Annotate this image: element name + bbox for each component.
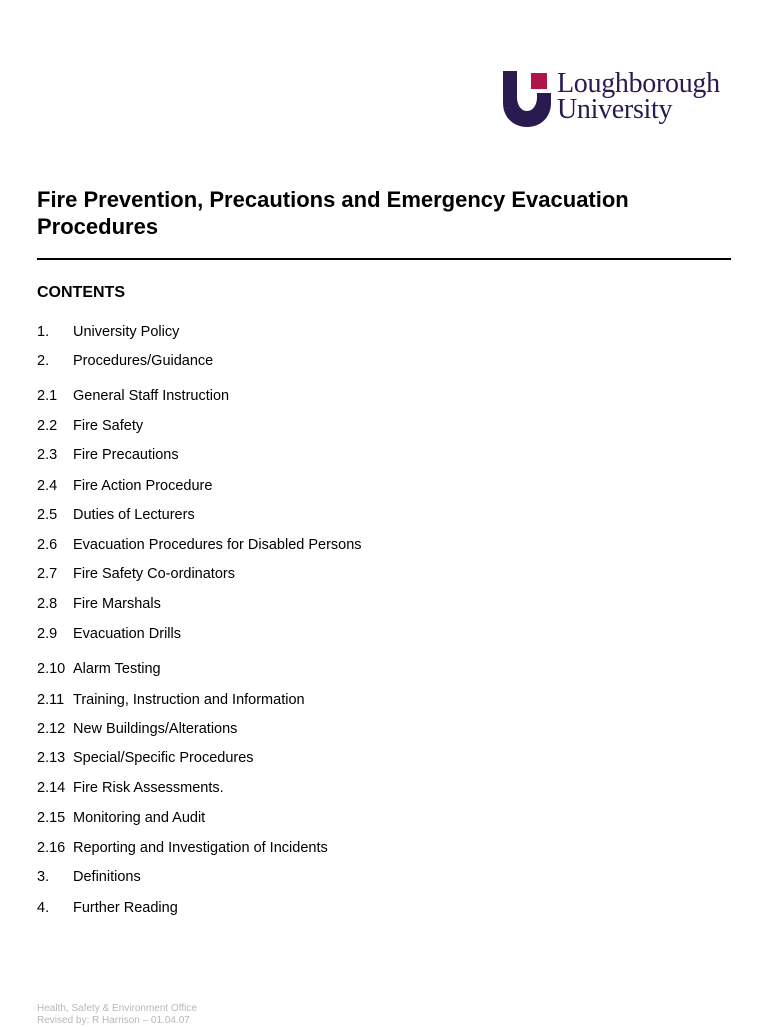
toc-item-fire-marshals[interactable]	[37, 594, 161, 614]
toc-number: 2.15	[37, 810, 66, 826]
toc-number: 2.5	[37, 507, 58, 523]
toc-item-general-staff-instruction[interactable]	[37, 386, 229, 406]
page-footer	[37, 1003, 197, 1027]
toc-number: 2.1	[37, 388, 58, 404]
toc-item-reporting-incidents[interactable]	[37, 838, 328, 858]
toc-item-alarm-testing[interactable]	[37, 659, 161, 679]
footer-revision: Revised by: R Harrison – 01.04.07	[37, 1015, 190, 1026]
toc-label: Evacuation Drills	[73, 626, 181, 642]
toc-item-fire-precautions[interactable]	[37, 445, 179, 465]
toc-item-training-instruction[interactable]	[37, 690, 305, 710]
toc-number: 2.12	[37, 721, 66, 737]
toc-label: Further Reading	[73, 900, 178, 916]
toc-label: General Staff Instruction	[73, 388, 230, 404]
toc-item-university-policy[interactable]	[37, 322, 179, 342]
toc-label: Procedures/Guidance	[73, 353, 214, 369]
toc-item-procedures-guidance[interactable]	[37, 351, 213, 371]
university-logo	[503, 68, 733, 129]
toc-number: 2.7	[37, 566, 58, 582]
toc-label: Fire Safety	[73, 418, 144, 434]
logo-wordmark	[557, 68, 720, 125]
toc-label: Special/Specific Procedures	[73, 750, 254, 766]
logo-line-1: Loughborough	[557, 68, 720, 99]
toc-label: Fire Precautions	[73, 447, 179, 463]
toc-number: 2.6	[37, 537, 58, 553]
toc-number: 1.	[37, 324, 50, 340]
toc-label: New Buildings/Alterations	[73, 721, 238, 737]
toc-item-definitions[interactable]	[37, 867, 141, 887]
toc-number: 2.16	[37, 840, 66, 856]
toc-item-fire-action-procedure[interactable]	[37, 476, 212, 496]
toc-number: 2.8	[37, 596, 58, 612]
shield-logo-icon	[503, 71, 551, 127]
toc-item-special-procedures[interactable]	[37, 748, 254, 768]
toc-item-fire-safety[interactable]	[37, 416, 143, 436]
toc-number: 2.10	[37, 661, 66, 677]
toc-item-duties-of-lecturers[interactable]	[37, 505, 195, 525]
toc-number: 2.14	[37, 780, 66, 796]
toc-number: 2.13	[37, 750, 66, 766]
toc-item-evacuation-disabled-persons[interactable]	[37, 535, 362, 555]
toc-label: Fire Action Procedure	[73, 478, 213, 494]
toc-number: 2.9	[37, 626, 58, 642]
toc-number: 4.	[37, 900, 50, 916]
toc-number: 3.	[37, 869, 50, 885]
toc-number: 2.4	[37, 478, 58, 494]
logo-line-2: University	[557, 94, 673, 125]
toc-number: 2.3	[37, 447, 58, 463]
toc-label: Fire Marshals	[73, 596, 161, 612]
toc-label: Duties of Lecturers	[73, 507, 195, 523]
contents-heading: CONTENTS	[37, 284, 125, 301]
toc-label: Fire Safety Co-ordinators	[73, 566, 235, 582]
toc-label: Monitoring and Audit	[73, 810, 206, 826]
document-title: Fire Prevention, Precautions and Emergency Evacuation Procedures	[37, 187, 629, 239]
toc-item-further-reading[interactable]	[37, 898, 178, 918]
toc-number: 2.2	[37, 418, 58, 434]
toc-item-monitoring-audit[interactable]	[37, 808, 205, 828]
footer-office: Health, Safety & Environment Office	[37, 1003, 197, 1014]
toc-label: Training, Instruction and Information	[73, 692, 305, 708]
toc-label: Evacuation Procedures for Disabled Persons	[73, 537, 362, 553]
toc-label: Reporting and Investigation of Incidents	[73, 840, 328, 856]
toc-label: Alarm Testing	[73, 661, 161, 677]
toc-label: University Policy	[73, 324, 180, 340]
toc-label: Definitions	[73, 869, 141, 885]
toc-item-new-buildings[interactable]	[37, 719, 237, 739]
toc-label: Fire Risk Assessments.	[73, 780, 224, 796]
title-divider	[37, 258, 731, 260]
toc-item-fire-risk-assessments[interactable]	[37, 778, 224, 798]
toc-number: 2.11	[37, 692, 65, 708]
toc-item-fire-safety-coordinators[interactable]	[37, 564, 235, 584]
toc-item-evacuation-drills[interactable]	[37, 624, 181, 644]
toc-number: 2.	[37, 353, 50, 369]
